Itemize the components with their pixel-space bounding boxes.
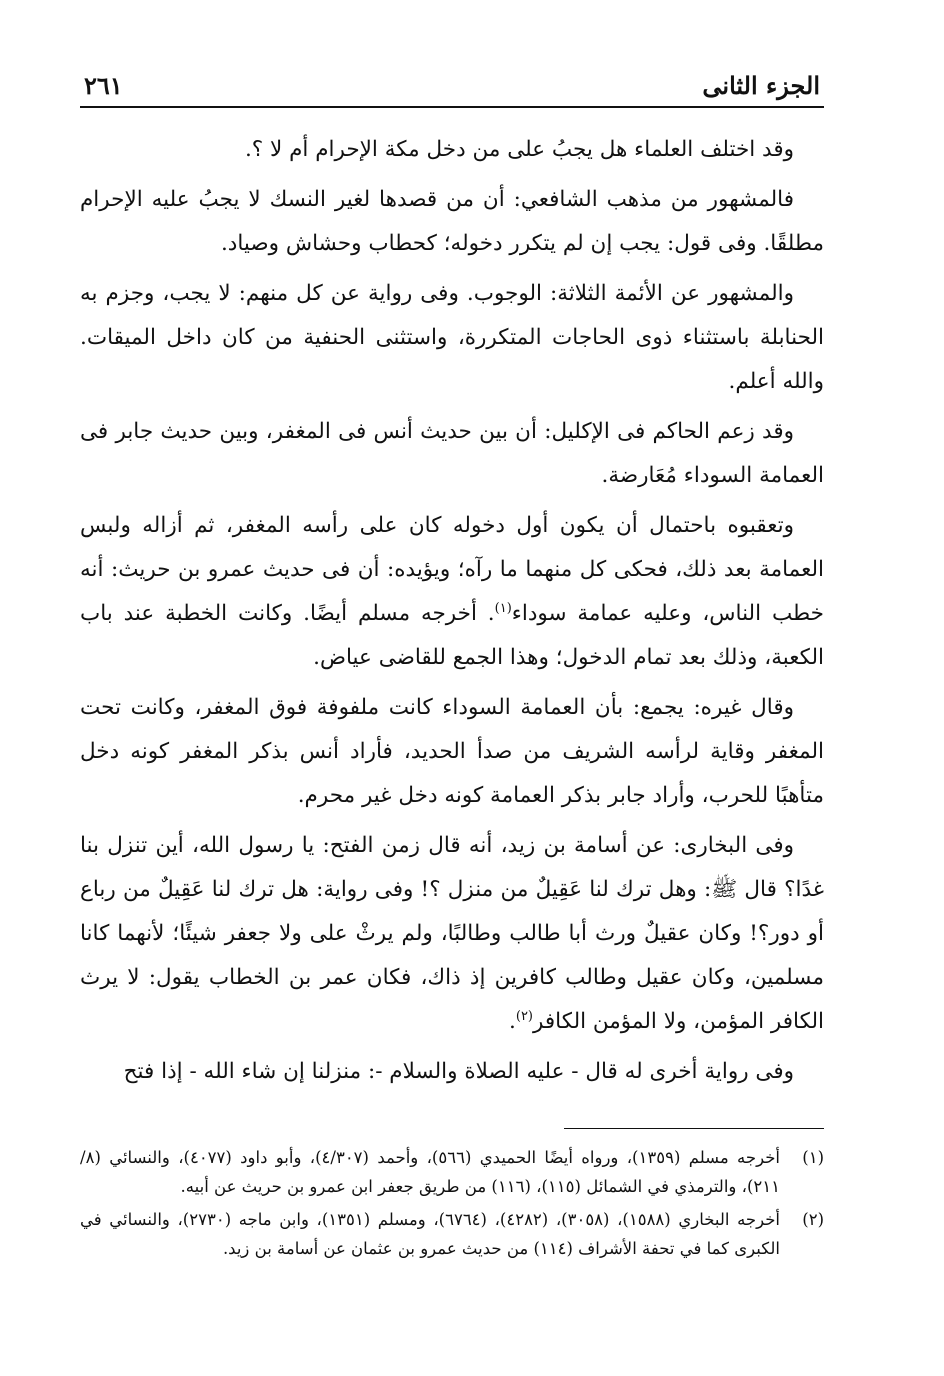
paragraph-text: .: [509, 1009, 516, 1034]
paragraph-text: . أخرجه مسلم أيضًا. وكانت الخطبة عند باب الكعبة، وذلك بعد تمام الدخول؛ وهذا الجمع للقاضى عياض.: [80, 601, 824, 670]
paragraph: وقد زعم الحاكم فى الإكليل: أن بين حديث أنس فى المغفر، وبين حديث جابر فى العمامة السوداء مُعَارضة.: [80, 419, 824, 488]
footnote-item: [80, 1205, 824, 1263]
running-head-title: الجزء الثانى: [702, 71, 820, 100]
paragraph: وفى رواية أخرى له قال - عليه الصلاة والسلام -: منزلنا إن شاء الله - إذا فتح: [123, 1059, 794, 1084]
main-text: [80, 128, 824, 1094]
page-header: [80, 64, 824, 108]
footnote-divider: [564, 1128, 824, 1129]
paragraph-text: وفى البخارى: عن أسامة بن زيد، أنه قال زمن الفتح: يا رسول الله، أين تنزل بنا غدًا؟ قال ﷺ: وهل ترك لنا عَقِيلٌ من منزل ؟! وفى رواية: هل ترك لنا عَقِيلٌ من رباع أو دور؟! وكان عقيلٌ ورث أبا طالب وطالبًا، ولم يرثْ على ولا جعفر شيئًا؛ لأنهما كانا مسلمين، وكان عقيل وطالب كافرين إذ ذاك، فكان عمر بن الخطاب يقول: لا يرث الكافر المؤمن، ولا المؤمن الكافر: [80, 833, 824, 1034]
footnote-ref-2[interactable]: (٢): [515, 1008, 533, 1024]
footnote-ref-1[interactable]: (١): [494, 600, 512, 616]
paragraph: وقال غيره: يجمع: بأن العمامة السوداء كانت ملفوفة فوق المغفر، وكانت تحت المغفر وقاية لرأسه الشريف من صدأ الحديد، فأراد أنس بذكر المغفر كونه دخل متأهبًا للحرب، وأراد جابر بذكر العمامة كونه دخل غير محرم.: [80, 695, 824, 808]
paragraph: [80, 824, 824, 1044]
footnote-text: أخرجه البخاري (١٥٨٨)، (٣٠٥٨)، (٤٢٨٢)، (٦٧٦٤)، ومسلم (١٣٥١)، وابن ماجه (٢٧٣٠)، والنسائي في الكبرى كما في تحفة الأشراف (١١٤) من حديث عمرو بن عثمان عن أسامة بن زيد.: [80, 1210, 780, 1258]
footnotes: [80, 1143, 824, 1263]
footnote-number: (٢): [802, 1210, 824, 1229]
footnote-number: (١): [802, 1148, 824, 1167]
paragraph: والمشهور عن الأئمة الثلاثة: الوجوب. وفى رواية عن كل منهم: لا يجب، وجزم به الحنابلة باستثناء ذوى الحاجات المتكررة، واستثنى الحنفية من كان داخل الميقات. والله أعلم.: [80, 281, 824, 394]
paragraph: وقد اختلف العلماء هل يجبُ على من دخل مكة الإحرام أم لا ؟.: [244, 137, 794, 162]
paragraph: [80, 504, 824, 680]
book-page: [80, 64, 824, 1354]
paragraph-text: وتعقبوه باحتمال أن يكون أول دخوله كان على رأسه المغفر، ثم أزاله ولبس العمامة بعد ذلك، فحكى كل منهما ما رآه؛ ويؤيده: أن فى حديث عمرو بن حريث: أنه خطب الناس، وعليه عمامة سوداء: [80, 513, 824, 626]
page-number: ٢٦١: [84, 71, 123, 100]
footnote-text: أخرجه مسلم (١٣٥٩)، ورواه أيضًا الحميدي (٥٦٦)، وأحمد (٤/٣٠٧)، وأبو داود (٤٠٧٧)، والنسائي (٨/ ٢١١)، والترمذي في الشمائل (١١٥)، (١١٦) من طريق جعفر ابن عمرو بن حريث عن أبيه.: [80, 1148, 780, 1196]
footnote-item: [80, 1143, 824, 1201]
paragraph: فالمشهور من مذهب الشافعي: أن من قصدها لغير النسك لا يجبُ عليه الإحرام مطلقًا. وفى قول: يجب إن لم يتكرر دخوله؛ كحطاب وحشاش وصياد.: [80, 187, 824, 256]
